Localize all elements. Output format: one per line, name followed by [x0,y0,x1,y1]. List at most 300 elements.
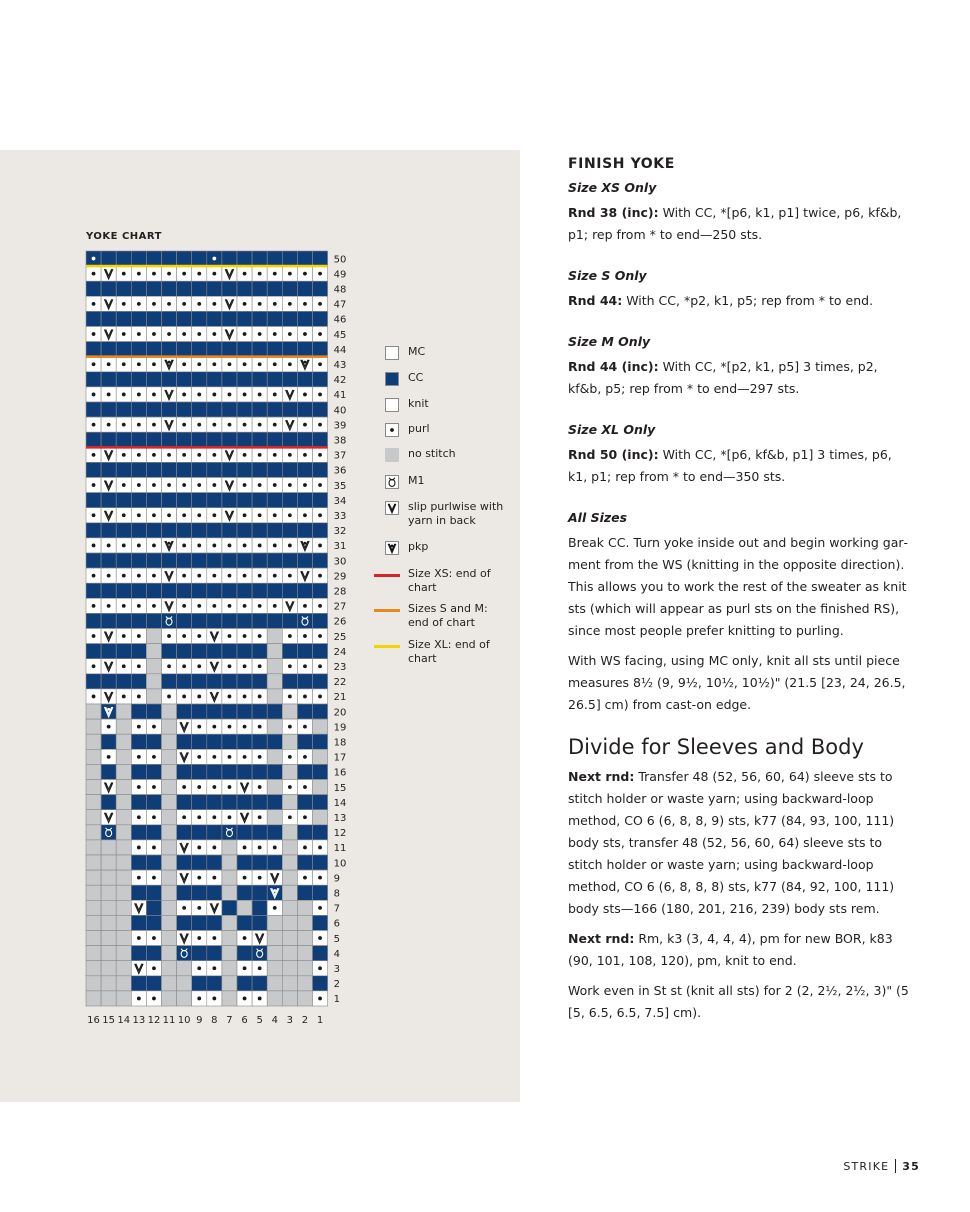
row-number: 43 [333,360,347,372]
stitch-cell [207,342,222,357]
purl-dot [273,302,277,306]
chart-cell [222,583,237,598]
row-number: 31 [333,541,347,553]
chart-cell [282,523,297,538]
chart-cell [297,991,312,1006]
no-stitch-cell [267,946,282,961]
chart-cell [282,659,297,674]
chart-cell [177,976,192,991]
chart-cell [192,402,207,417]
chart-cell [131,719,146,734]
stitch-cell [116,674,131,689]
purl-dot [212,876,216,880]
all-sizes-paragraph-2: With WS facing, using MC only, knit all sts until piece measures 8½ (9, 9½, 10½, 10½)" (21.5 [23, 24, 26.5, 26.5] cm) from cast-on edge. [568,653,906,712]
chart-cell [267,810,282,825]
chart-cell [101,311,116,326]
no-stitch-cell [116,734,131,749]
purl-dot [288,664,292,668]
stitch-cell [252,674,267,689]
chart-cell [131,840,146,855]
chart-cell [237,810,252,825]
stitch-cell [177,372,192,387]
purl-dot [212,453,216,457]
stitch-cell [131,372,146,387]
purl-dot [152,966,156,970]
row-number: 48 [333,284,347,296]
chart-cell [297,478,312,493]
column-number: 6 [241,1015,248,1026]
chart-cell [131,538,146,553]
stitch-cell [297,402,312,417]
chart-cell [237,598,252,613]
chart-cell [116,266,131,281]
chart-cell [237,357,252,372]
chart-cell [313,387,328,402]
stitch-cell [252,795,267,810]
stitch-cell [192,976,207,991]
purl-dot [243,725,247,729]
chart-cell [192,387,207,402]
purl-dot [243,936,247,940]
purl-dot [303,513,307,517]
chart-cell [313,659,328,674]
chart-cell [267,885,282,900]
stitch-cell [192,764,207,779]
chart-cell [86,749,101,764]
stitch-cell [267,613,282,628]
chart-cell [313,644,328,659]
chart-cell [297,946,312,961]
all-sizes-heading: All Sizes [568,510,628,525]
chart-cell [207,357,222,372]
chart-cell [192,251,207,266]
stitch-cell [237,855,252,870]
stitch-cell [101,674,116,689]
chart-cell [177,659,192,674]
chart-cell [116,780,131,795]
stitch-cell [282,644,297,659]
page-number: 35 [902,1160,920,1173]
purl-dot [212,936,216,940]
stitch-cell [237,553,252,568]
purl-dot [152,574,156,578]
row-number: 47 [333,299,347,311]
row-number: 15 [333,782,347,794]
purl-dot [167,332,171,336]
purl-dot [318,664,322,668]
chart-cell [313,538,328,553]
stitch-cell [162,281,177,296]
chart-cell [237,961,252,976]
purl-dot [197,695,201,699]
chart-cell [267,493,282,508]
stitch-cell [162,553,177,568]
row-number: 50 [333,254,347,266]
purl-dot [228,393,232,397]
stitch-cell [297,674,312,689]
column-number: 3 [286,1015,294,1026]
chart-cell [146,598,161,613]
chart-cell [237,342,252,357]
stitch-cell [162,251,177,266]
stitch-cell [177,251,192,266]
stitch-cell [131,976,146,991]
purl-dot [288,272,292,276]
chart-cell [162,734,177,749]
stitch-cell [192,613,207,628]
chart-cell [146,462,161,477]
chart-cell [86,447,101,462]
chart-cell [252,447,267,462]
chart-cell [313,855,328,870]
purl-dot [137,393,141,397]
chart-cell [192,704,207,719]
stitch-cell [131,704,146,719]
chart-cell [313,402,328,417]
chart-cell [252,432,267,447]
stitch-cell [237,734,252,749]
stitch-cell [146,342,161,357]
chart-cell [86,493,101,508]
chart-cell [267,855,282,870]
chart-cell [192,432,207,447]
chart-cell [267,568,282,583]
purl-dot [197,513,201,517]
stitch-cell [101,795,116,810]
no-stitch-cell [86,976,101,991]
chart-cell [267,251,282,266]
chart-cell [297,251,312,266]
chart-cell [313,327,328,342]
chart-cell [297,780,312,795]
no-stitch-cell [222,931,237,946]
purl-dot [258,574,262,578]
purl-dot [122,483,126,487]
purl-dot [92,393,96,397]
chart-cell [222,855,237,870]
chart-cell [222,840,237,855]
row-number: 32 [333,526,347,538]
chart-cell [282,674,297,689]
chart-cell [282,478,297,493]
chart-cell [162,342,177,357]
chart-cell [177,538,192,553]
chart-cell [237,659,252,674]
purl-dot [197,272,201,276]
purl-dot [258,393,262,397]
chart-cell [207,855,222,870]
chart-cell [177,372,192,387]
chart-cell [101,357,116,372]
purl-dot [137,272,141,276]
chart-cell [192,961,207,976]
purl-dot [243,695,247,699]
stitch-cell [252,281,267,296]
no-stitch-cell [177,991,192,1006]
legend-swatch [385,541,399,555]
chart-cell [313,719,328,734]
chart-cell [116,915,131,930]
stitch-cell [146,795,161,810]
chart-cell [207,991,222,1006]
chart-cell [131,915,146,930]
no-stitch-cell [162,931,177,946]
purl-dot [92,634,96,638]
chart-cell [282,749,297,764]
chart-cell [86,598,101,613]
purl-dot [243,846,247,850]
stitch-cell [86,281,101,296]
purl-dot [152,876,156,880]
chart-cell [222,991,237,1006]
chart-cell [101,719,116,734]
stitch-cell [237,885,252,900]
chart-cell [162,659,177,674]
chart-cell [237,764,252,779]
chart-cell [207,825,222,840]
chart-cell [116,991,131,1006]
chart-cell [222,251,237,266]
row-number: 39 [333,420,347,432]
stitch-cell [297,251,312,266]
no-stitch-cell [267,674,282,689]
chart-cell [237,931,252,946]
chart-cell [86,432,101,447]
chart-cell [297,931,312,946]
stitch-cell [222,583,237,598]
purl-dot [92,513,96,517]
chart-cell [192,840,207,855]
purl-dot [243,513,247,517]
chart-cell [131,372,146,387]
chart-cell [252,417,267,432]
no-stitch-cell [162,749,177,764]
stitch-cell [252,946,267,961]
chart-cell [192,915,207,930]
stitch-cell [207,644,222,659]
stitch-cell [101,372,116,387]
chart-cell [146,644,161,659]
row-number: 29 [333,571,347,583]
stitch-cell [207,795,222,810]
stitch-cell [131,432,146,447]
purl-dot [152,453,156,457]
chart-cell [192,946,207,961]
no-stitch-cell [101,870,116,885]
chart-cell [313,689,328,704]
purl-dot [273,604,277,608]
chart-cell [116,855,131,870]
chart-cell [237,387,252,402]
chart-cell [267,674,282,689]
chart-cell [267,432,282,447]
no-stitch-cell [86,795,101,810]
chart-cell [252,674,267,689]
chart-cell [313,810,328,825]
no-stitch-cell [267,991,282,1006]
no-stitch-cell [282,825,297,840]
stitch-cell [267,251,282,266]
chart-cell [207,598,222,613]
chart-cell [131,583,146,598]
chart-cell [101,281,116,296]
purl-dot [228,423,232,427]
chart-cell [297,342,312,357]
stitch-cell [252,704,267,719]
purl-dot [318,423,322,427]
row-number: 49 [333,269,347,281]
stitch-cell [146,281,161,296]
chart-cell [207,523,222,538]
purl-dot [318,272,322,276]
purl-dot [167,453,171,457]
stitch-cell [116,281,131,296]
chart-cell [192,749,207,764]
legend-label: CC [408,371,424,384]
chart-cell [237,780,252,795]
stitch-cell [207,402,222,417]
chart-cell [162,357,177,372]
no-stitch-cell [162,915,177,930]
stitch-cell [131,915,146,930]
chart-cell [101,266,116,281]
chart-cell [162,961,177,976]
stitch-cell [146,976,161,991]
purl-dot [182,906,186,910]
chart-cell [297,644,312,659]
chart-cell [313,825,328,840]
stitch-cell [252,915,267,930]
chart-cell [131,402,146,417]
no-stitch-cell [86,780,101,795]
chart-cell [192,780,207,795]
chart-cell [116,478,131,493]
stitch-cell [192,493,207,508]
stitch-cell [177,946,192,961]
chart-cell [146,583,161,598]
chart-cell [237,432,252,447]
stitch-cell [192,432,207,447]
chart-cell [313,704,328,719]
chart-cell [313,523,328,538]
chart-cell [177,689,192,704]
chart-cell [282,327,297,342]
purl-dot [258,544,262,548]
purl-dot [273,513,277,517]
purl-dot [243,604,247,608]
chart-cell [207,553,222,568]
chart-cell [131,946,146,961]
row-number: 7 [333,903,340,915]
chart-cell [222,266,237,281]
stitch-cell [313,462,328,477]
chart-cell [116,281,131,296]
no-stitch-cell [282,704,297,719]
chart-cell [297,387,312,402]
chart-cell [282,598,297,613]
stitch-cell [313,613,328,628]
chart-cell [192,900,207,915]
purl-dot [318,453,322,457]
purl-dot [137,604,141,608]
purl-dot [197,604,201,608]
purl-dot [122,362,126,366]
chart-cell [146,931,161,946]
chart-cell [162,372,177,387]
no-stitch-cell [222,946,237,961]
chart-cell [192,568,207,583]
purl-dot [137,634,141,638]
chart-cell [192,976,207,991]
no-stitch-cell [162,946,177,961]
no-stitch-cell [146,644,161,659]
chart-cell [252,311,267,326]
chart-cell [162,644,177,659]
chart-cell [282,734,297,749]
stitch-cell [313,885,328,900]
chart-cell [313,885,328,900]
stitch-cell [222,342,237,357]
pkp-dot [107,708,110,711]
stitch-cell [131,311,146,326]
stitch-cell [222,795,237,810]
chart-cell [297,417,312,432]
chart-cell [313,991,328,1006]
chart-cell [252,613,267,628]
stitch-cell [177,523,192,538]
chart-cell [267,900,282,915]
chart-cell [222,764,237,779]
size-xs-heading: Size XS Only [568,180,657,195]
stitch-cell [297,764,312,779]
chart-cell [146,568,161,583]
purl-dot [167,483,171,487]
chart-cell [162,296,177,311]
chart-cell [207,689,222,704]
stitch-cell [162,342,177,357]
chart-cell [207,976,222,991]
row-number: 2 [333,979,340,991]
chart-cell [207,402,222,417]
chart-cell [86,825,101,840]
chart-cell [86,342,101,357]
stitch-cell [116,372,131,387]
purl-dot [318,362,322,366]
chart-cell [86,402,101,417]
chart-cell [86,659,101,674]
purl-dot [182,453,186,457]
chart-cell [297,719,312,734]
stitch-cell [192,553,207,568]
purl-dot [197,755,201,759]
chart-cell [297,508,312,523]
no-stitch-cell [116,840,131,855]
purl-dot [137,332,141,336]
stitch-cell [237,674,252,689]
chart-cell [177,719,192,734]
chart-cell [192,357,207,372]
chart-cell [282,946,297,961]
chart-cell [237,855,252,870]
chart-cell [237,583,252,598]
no-stitch-cell [162,719,177,734]
chart-cell [131,447,146,462]
purl-dot [258,513,262,517]
chart-cell [252,961,267,976]
chart-cell [162,840,177,855]
chart-cell [86,327,101,342]
chart-cell [282,629,297,644]
